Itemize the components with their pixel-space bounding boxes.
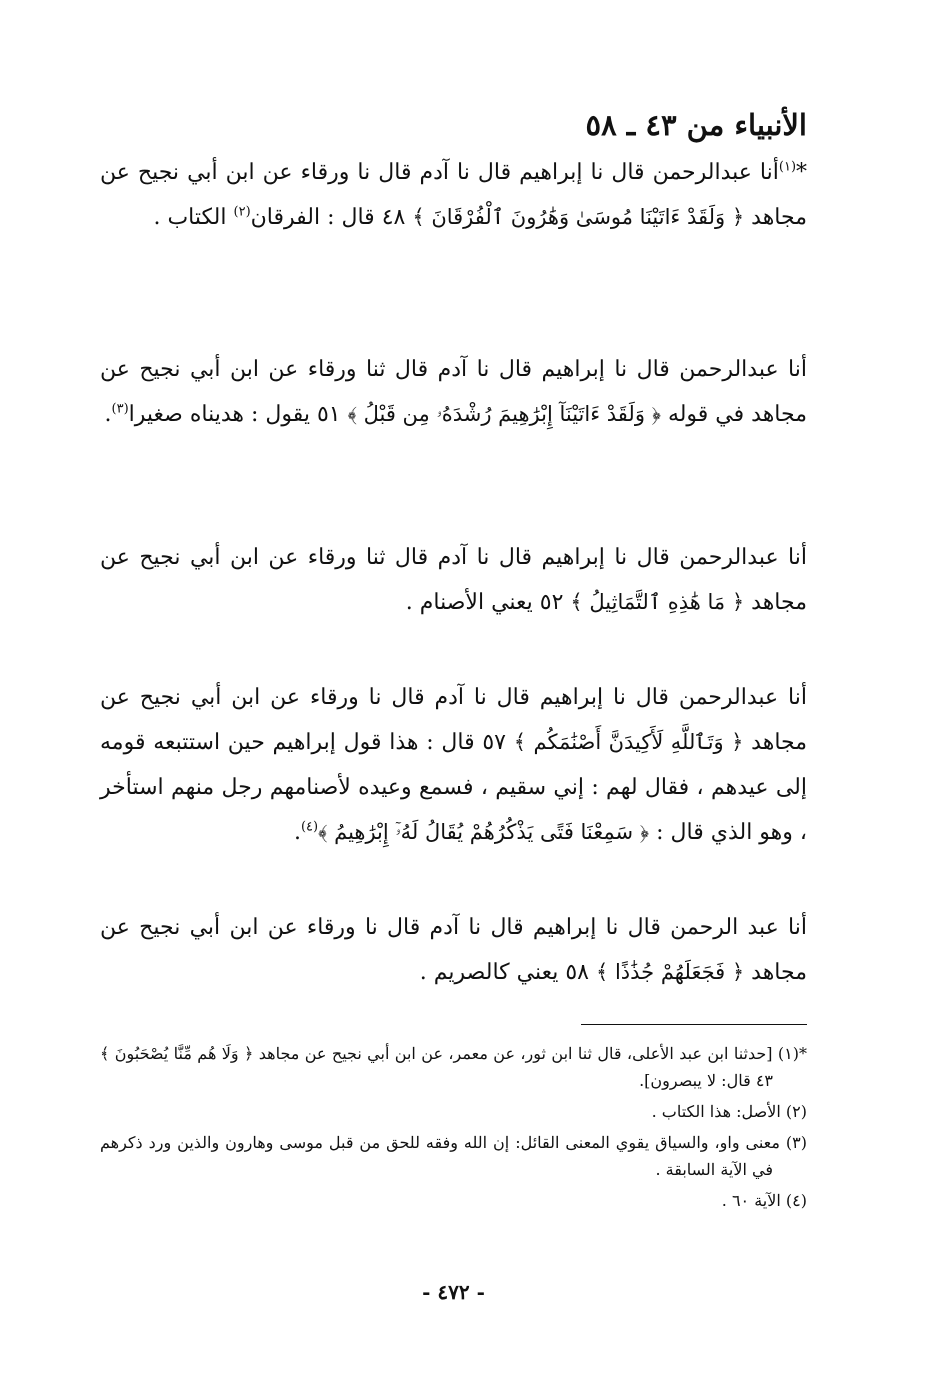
paragraph-text: . xyxy=(293,820,301,845)
quran-verse: ﴿ سَمِعْنَا فَتًى يَذْكُرُهُمْ يُقَالُ لَهُۥٓ إِبْرَٰهِيمُ ﴾ xyxy=(318,820,650,844)
paragraph-text: ٥٨ يعني كالصريم . xyxy=(419,960,589,985)
footnote-separator xyxy=(581,1024,807,1025)
footnote-3 xyxy=(100,1129,807,1183)
paragraph-2 xyxy=(100,347,807,437)
paragraph-text: أنا عبدالرحمن قال نا إبراهيم قال نا آدم قال نا ورقاء عن ابن أبي نجيح عن مجاهد xyxy=(100,685,808,755)
paragraph-1 xyxy=(100,150,807,240)
footnote-ref-1: (١) xyxy=(778,159,797,175)
paragraph-3 xyxy=(100,535,807,625)
footnotes xyxy=(100,1040,807,1218)
paragraph-text: أنا عبد الرحمن قال نا إبراهيم قال نا آدم قال نا ورقاء عن ابن أبي نجيح عن مجاهد xyxy=(100,915,807,985)
paragraph-text: . xyxy=(104,402,112,427)
footnote-ref-4: (٤) xyxy=(300,819,319,835)
paragraph-text: ٥٢ يعني الأصنام . xyxy=(405,590,564,615)
page-heading: الأنبياء من ٤٣ ـ ٥٨ xyxy=(585,108,807,142)
quran-verse: ﴿ وَتَٱللَّهِ لَأَكِيدَنَّ أَصْنَٰمَكُم ﴾ xyxy=(513,730,744,754)
paragraph-text: الكتاب . xyxy=(153,205,227,230)
paragraph-text: أنا عبدالرحمن قال نا إبراهيم قال نا آدم قال ثنا ورقاء عن ابن أبي نجيح عن مجاهد xyxy=(100,545,807,615)
paragraph-text: أنا عبدالرحمن قال نا إبراهيم قال نا آدم قال ثنا ورقاء عن ابن أبي نجيح عن مجاهد في قوله xyxy=(100,357,807,427)
footnote-text: الآية ٦٠ . xyxy=(721,1191,781,1210)
page-number: - ٤٧٢ - xyxy=(422,1280,485,1304)
footnote-2 xyxy=(100,1098,807,1125)
footnote-marker: (٣) xyxy=(785,1133,807,1152)
footnote-text: [حدثنا ابن عبد الأعلى، قال ثنا ابن ثور، عن معمر، عن ابن أبي نجيح عن مجاهد ﴿ وَلَا هُم مِّنَّا يُصْحَبُونَ ﴾ ٤٣ قال: لا يبصرون]. xyxy=(100,1044,773,1090)
paragraph-5 xyxy=(100,905,807,995)
paragraph-4 xyxy=(100,675,807,855)
quran-verse: ﴿ فَجَعَلَهُمْ جُذَٰذًا ﴾ xyxy=(595,960,745,984)
quran-verse: ﴿ وَلَقَدْ ءَاتَيْنَآ إِبْرَٰهِيمَ رُشْدَهُۥ مِن قَبْلُ ﴾ xyxy=(347,402,661,426)
quran-verse: ﴿ مَا هَٰذِهِ ٱلتَّمَاثِيلُ ﴾ xyxy=(570,590,745,614)
paragraph-text: ٥١ يقول : هديناه صغيرا xyxy=(128,402,341,427)
footnote-ref-3: (٣) xyxy=(111,401,129,417)
footnote-ref-2: (٢) xyxy=(233,204,251,220)
footnote-4 xyxy=(100,1187,807,1214)
footnote-1 xyxy=(100,1040,807,1094)
paragraph-marker: * xyxy=(796,160,808,185)
document-page xyxy=(100,0,807,1383)
footnote-text: معنى واو، والسياق يقوي المعنى القائل: إن الله وفقه للحق من قبل موسى وهارون والذين ورد ذكرهم في الآية السابقة . xyxy=(100,1133,780,1179)
quran-verse: ﴿ وَلَقَدْ ءَاتَيْنَا مُوسَىٰ وَهَٰرُونَ ٱلْفُرْقَانَ ﴾ xyxy=(412,205,745,229)
paragraph-text: ٤٨ قال : الفرقان xyxy=(250,205,406,230)
paragraph-text: ٥٧ قال : هذا قول إبراهيم حين استتبعه قومه إلى عيدهم ، فقال لهم : إني سقيم ، فسمع وعيده لأصنامهم رجل منهم استأخر ، وهو الذي قال : xyxy=(100,730,807,845)
paragraph-text: أنا عبدالرحمن قال نا إبراهيم قال نا آدم قال نا ورقاء عن ابن أبي نجيح عن مجاهد xyxy=(100,160,807,230)
footnote-marker: (٢) xyxy=(785,1102,807,1121)
footnote-marker: *(١) xyxy=(777,1044,807,1063)
footnote-marker: (٤) xyxy=(785,1191,807,1210)
footnote-text: الأصل: هذا الكتاب . xyxy=(651,1102,781,1121)
